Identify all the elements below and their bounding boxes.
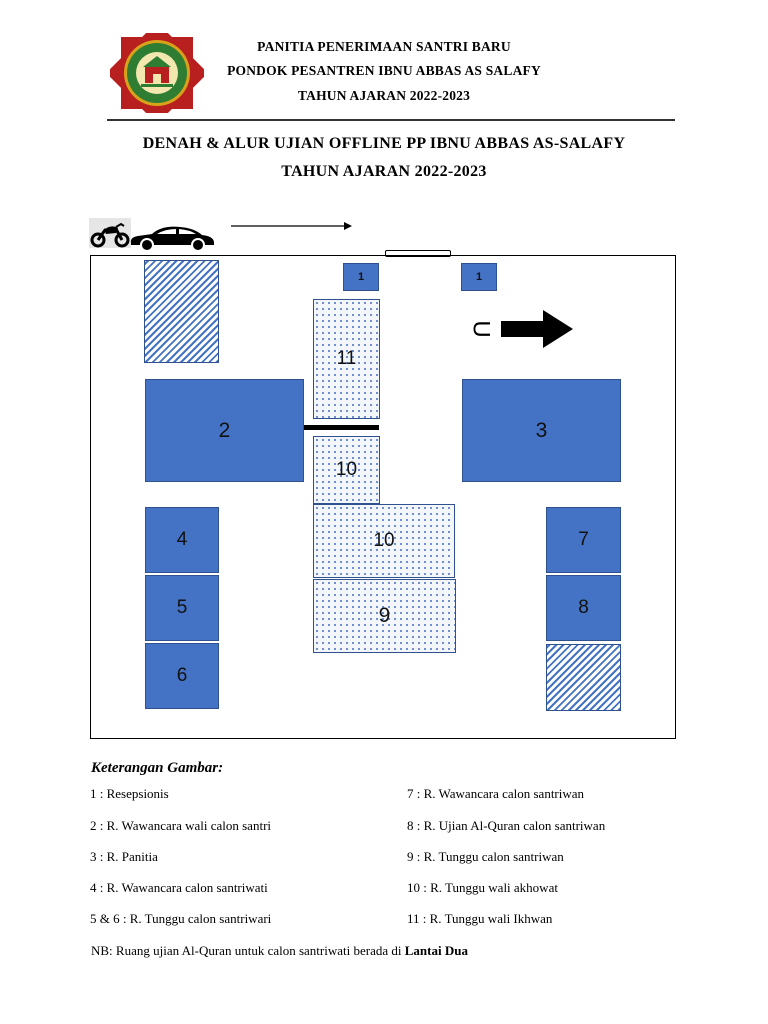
page-subtitle: TAHUN AJARAN 2022-2023 (281, 163, 487, 180)
legend-item: 9 : R. Tunggu calon santriwan (407, 849, 564, 864)
school-name: PONDOK PESANTREN IBNU ABBAS AS SALAFY (227, 63, 541, 78)
car-icon (128, 224, 216, 252)
u-turn-icon (467, 317, 495, 341)
legend-item: 5 & 6 : R. Tunggu calon santriwari (90, 911, 272, 926)
legend-note (91, 943, 468, 959)
motorcycle-icon (89, 218, 131, 248)
room-10-large: 10 (313, 504, 455, 578)
room-7: 7 (546, 507, 621, 573)
room-6: 6 (145, 643, 219, 709)
room-8: 8 (546, 575, 621, 641)
room-1-reception-b: 1 (461, 263, 497, 291)
room-4: 4 (145, 507, 219, 573)
room-10-small: 10 (313, 436, 380, 504)
room-3: 3 (462, 379, 621, 482)
legend-item: 3 : R. Panitia (90, 849, 158, 864)
header-divider (107, 119, 675, 121)
legend-note-text: NB: Ruang ujian Al-Quran untuk calon santriwati berada di (91, 943, 405, 958)
legend-item: 7 : R. Wawancara calon santriwan (407, 786, 585, 801)
room-1-reception-a: 1 (343, 263, 379, 291)
room-9: 9 (313, 579, 456, 653)
page-title: DENAH & ALUR UJIAN OFFLINE PP IBNU ABBAS AS-SALAFY (142, 135, 626, 152)
legend-item: 10 : R. Tunggu wali akhowat (407, 880, 558, 895)
legend-item: 4 : R. Wawancara calon santriwati (90, 880, 268, 895)
legend-item: 1 : Resepsionis (90, 786, 169, 801)
legend-note-emphasis: Lantai Dua (404, 943, 468, 958)
academic-year: TAHUN AJARAN 2022-2023 (297, 88, 471, 103)
flow-arrow-icon (231, 219, 353, 231)
room-2: 2 (145, 379, 304, 482)
committee-name: PANITIA PENERIMAAN SANTRI BARU (257, 39, 511, 54)
hatched-area-bottom-right (546, 644, 621, 711)
legend-item: 2 : R. Wawancara wali calon santri (90, 818, 272, 833)
legend-item: 11 : R. Tunggu wali Ikhwan (407, 911, 553, 926)
legend-item: 8 : R. Ujian Al-Quran calon santriwan (407, 818, 606, 833)
u-turn-symbol: U (468, 320, 495, 338)
partition-wall (303, 425, 379, 430)
direction-arrow-icon (501, 310, 575, 348)
hatched-area-top-left (144, 260, 219, 363)
room-11: 11 (313, 299, 380, 419)
room-5: 5 (145, 575, 219, 641)
legend-heading: Keterangan Gambar: (91, 760, 224, 776)
